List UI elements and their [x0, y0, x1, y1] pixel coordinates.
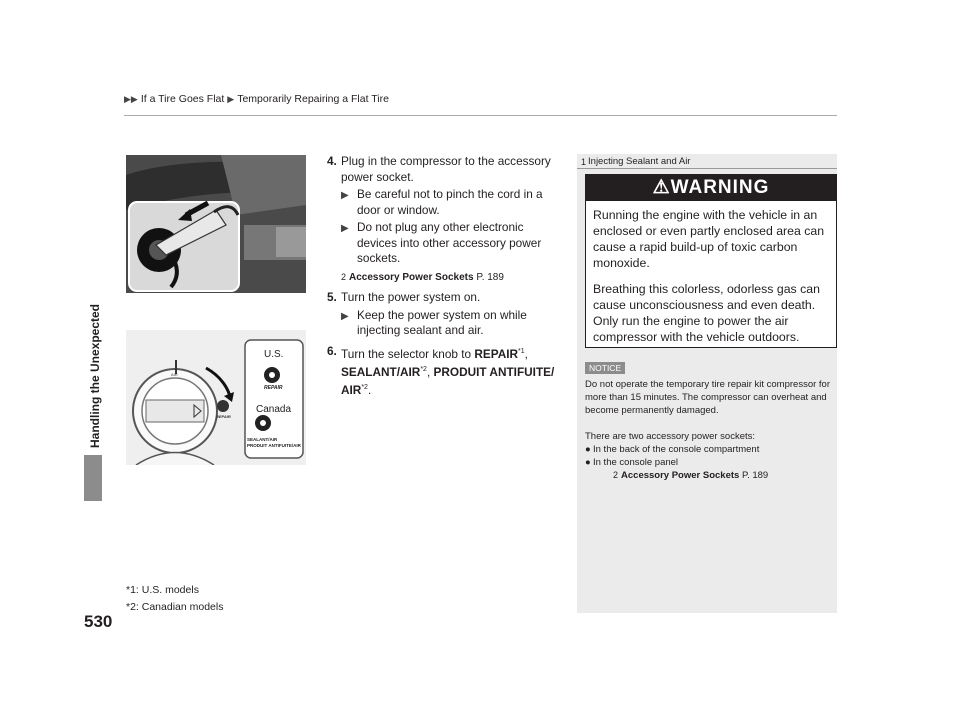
warning-text	[593, 207, 831, 355]
us-label: U.S.	[264, 349, 284, 360]
step-subtext: Do not plug any other electronic devices into other accessory power sockets.	[357, 220, 542, 265]
warning-box	[585, 174, 837, 348]
warning-title: WARNING	[670, 177, 770, 198]
selector-knob-illustration	[126, 330, 306, 465]
arrow-icon: ▶	[341, 310, 349, 322]
breadcrumb-item[interactable]: If a Tire Goes Flat	[140, 93, 225, 105]
step-5	[327, 290, 562, 339]
knob-position-repair: REPAIR	[474, 346, 519, 361]
separator: ,	[524, 346, 528, 361]
breadcrumb-arrow-icon: ▶▶	[124, 93, 138, 104]
warning-paragraph: Running the engine with the vehicle in an enclosed or even partly enclosed area can cause a rapid build-up of toxic carbon monoxide.	[593, 208, 825, 270]
step-text: Turn the power system on.	[341, 290, 481, 304]
step-subtext: Keep the power system on while injecting sealant and air.	[357, 307, 527, 337]
step-text	[341, 344, 562, 399]
section-side-tab-label: Handling the Unexpected	[88, 303, 102, 448]
compressor-plug-illustration	[126, 155, 306, 293]
notice-badge: NOTICE	[585, 362, 625, 374]
reference-icon: 2	[613, 470, 619, 480]
step-6	[327, 344, 562, 399]
bullet-icon: ●	[585, 457, 591, 468]
bullet-icon: ●	[585, 444, 591, 455]
step-number: 5.	[327, 290, 337, 304]
canada-label: Canada	[256, 404, 292, 415]
bullet-item	[585, 456, 835, 469]
reference-icon: 2	[341, 271, 347, 282]
warning-paragraph: Breathing this colorless, odorless gas can cause unconsciousness and even death. Only run the engine to power the air compressor with the vehicle outdoors.	[593, 282, 820, 344]
panel-header	[581, 156, 690, 167]
panel-header-text: Injecting Sealant and Air	[588, 156, 691, 167]
footnotes	[126, 582, 223, 616]
page-number: 530	[84, 612, 113, 631]
section-side-tab	[84, 118, 104, 448]
panel-header-icon: 1	[581, 156, 587, 167]
footnote-marker: *1	[518, 347, 525, 355]
knob-position-sealant: SEALANT/AIR	[341, 364, 421, 379]
breadcrumb-arrow-icon: ▶	[227, 93, 235, 104]
arrow-icon: ▶	[341, 190, 349, 201]
section-tab-marker	[84, 455, 102, 501]
step-number: 4.	[327, 154, 337, 168]
separator: ,	[426, 364, 434, 379]
procedure-steps	[327, 154, 562, 399]
reference-page: P. 189	[476, 271, 504, 283]
cross-reference-link[interactable]	[341, 270, 562, 286]
bullet-text: In the back of the console compartment	[593, 444, 760, 455]
air-position-label: AIR	[171, 372, 178, 377]
compressor-plug-drawing	[126, 155, 306, 293]
arrow-icon: ▶	[341, 223, 349, 234]
reference-label: Accessory Power Sockets	[349, 271, 474, 283]
reference-label: Accessory Power Sockets	[621, 470, 740, 481]
selector-knob-drawing	[126, 330, 306, 465]
bullet-item	[585, 443, 835, 456]
bullet-text: In the console panel	[593, 457, 679, 468]
sockets-intro: There are two accessory power sockets:	[585, 431, 756, 442]
us-repair-label: REPAIR	[264, 385, 283, 391]
knob-position-produit: PRODUIT ANTIFUITE/ AIR	[341, 364, 555, 398]
footnote-marker: *2	[420, 365, 427, 373]
separator: .	[367, 383, 372, 398]
canada-sealant-label: SEALANT/AIR	[247, 437, 278, 442]
footnote: *1: U.S. models	[126, 584, 199, 596]
step-number: 6.	[327, 343, 337, 358]
reference-page: P. 189	[741, 470, 769, 481]
footnote-marker: *2	[361, 384, 368, 392]
knob-repair-label: REPAIR	[216, 414, 231, 419]
step-text-part: Turn the selector knob to	[341, 346, 475, 361]
warning-title-bar	[586, 175, 836, 201]
step-text: Plug in the compressor to the accessory power socket.	[341, 154, 551, 184]
panel-header-divider	[577, 168, 837, 169]
footnote: *2: Canadian models	[126, 601, 224, 613]
cross-reference-link[interactable]	[613, 469, 835, 482]
canada-produit-label: PRODUIT ANTIFUITE/AIR	[247, 443, 301, 448]
notice-text-block	[585, 378, 835, 482]
notice-text: Do not operate the temporary tire repair kit compressor for more than 15 minutes. The compressor can overheat and become permanently damaged.	[585, 379, 830, 416]
step-4	[327, 154, 562, 285]
warning-triangle-icon: ⚠	[652, 177, 671, 198]
header-divider	[124, 115, 837, 116]
breadcrumb-item[interactable]: Temporarily Repairing a Flat Tire	[237, 93, 389, 105]
breadcrumb	[124, 93, 389, 105]
step-subtext: Be careful not to pinch the cord in a door or window.	[357, 187, 543, 217]
